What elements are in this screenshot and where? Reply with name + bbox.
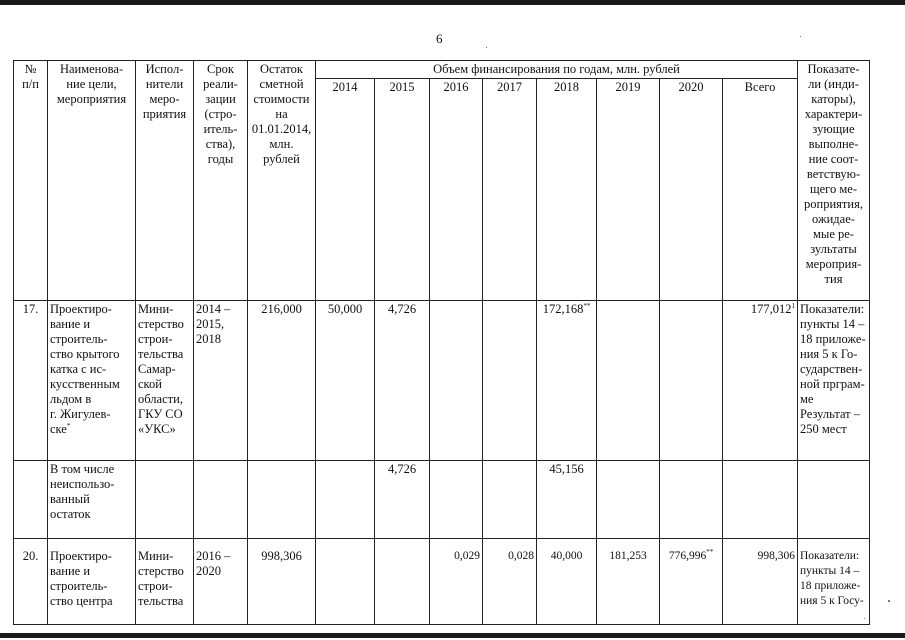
row-2020-value: 776,996 xyxy=(668,550,707,562)
subrow-2019 xyxy=(597,461,660,539)
bottom-border xyxy=(0,633,905,638)
table-row xyxy=(14,539,870,625)
subrow-balance xyxy=(248,461,316,539)
row-number: 20. xyxy=(14,539,48,625)
row-name-footnote: * xyxy=(66,422,71,430)
row-total xyxy=(723,301,798,461)
subrow-executors xyxy=(136,461,194,539)
header-year-2020: 2020 xyxy=(660,79,723,301)
subrow-2014 xyxy=(316,461,375,539)
subrow-2015: 4,726 xyxy=(375,461,430,539)
subrow-total xyxy=(723,461,798,539)
subrow-2016 xyxy=(430,461,483,539)
header-year-2014: 2014 xyxy=(316,79,375,301)
row-total-value: 177,012 xyxy=(750,302,792,316)
header-indicators: Показате- ли (инди- каторы), характери- зующие выполне- ние соот- ветствую- щего ме- роприятия, ожидае- мые ре- зультаты мероприя- тия xyxy=(798,61,870,301)
row-total: 998,306 xyxy=(723,539,798,625)
top-border xyxy=(0,0,905,5)
subrow-term xyxy=(194,461,248,539)
row-number: 17. xyxy=(14,301,48,461)
row-2017 xyxy=(483,301,537,461)
row-executors: Мини- стерство строи- тельства Самар- ской области, ГКУ СО «УКС» xyxy=(136,301,194,461)
header-year-2017: 2017 xyxy=(483,79,537,301)
row-2019: 181,253 xyxy=(597,539,660,625)
row-executors: Мини- стерство строи- тельства xyxy=(136,539,194,625)
scan-speck xyxy=(888,600,890,602)
subrow-2020 xyxy=(660,461,723,539)
subrow-2017 xyxy=(483,461,537,539)
row-2016: 0,029 xyxy=(430,539,483,625)
financing-table xyxy=(13,60,870,625)
header-balance: Остаток сметной стоимости на 01.01.2014, млн. рублей xyxy=(248,61,316,301)
row-2018-footnote: ** xyxy=(583,302,591,310)
header-row xyxy=(14,61,870,79)
header-no: № п/п xyxy=(14,61,48,301)
row-2018-value: 172,168 xyxy=(542,302,584,316)
row-balance: 998,306 xyxy=(248,539,316,625)
row-2020 xyxy=(660,301,723,461)
page-number: 6 xyxy=(436,31,443,46)
header-name: Наименова- ние цели, мероприятия xyxy=(48,61,136,301)
header-financing: Объем финансирования по годам, млн. рублей xyxy=(316,61,798,79)
row-2015: 4,726 xyxy=(375,301,430,461)
row-indicators: Показатели: пункты 14 – 18 приложе- ния 5 к Госу- xyxy=(798,539,870,625)
table-row xyxy=(14,461,870,539)
header-year-2018: 2018 xyxy=(537,79,597,301)
header-total: Всего xyxy=(723,79,798,301)
row-term: 2016 – 2020 xyxy=(194,539,248,625)
row-2018 xyxy=(537,301,597,461)
scan-speck xyxy=(486,47,487,48)
row-2020 xyxy=(660,539,723,625)
row-2019 xyxy=(597,301,660,461)
subrow-2018: 45,156 xyxy=(537,461,597,539)
row-term: 2014 – 2015, 2018 xyxy=(194,301,248,461)
row-indicators: Показатели: пункты 14 – 18 приложе- ния 5 к Го- сударствен- ной прграм- ме Результат – 250 мест xyxy=(798,301,870,461)
row-2018: 40,000 xyxy=(537,539,597,625)
row-name xyxy=(48,301,136,461)
subrow-number xyxy=(14,461,48,539)
subrow-indicators xyxy=(798,461,870,539)
row-2014: 50,000 xyxy=(316,301,375,461)
subrow-name: В том числе неиспользо- ванный остаток xyxy=(48,461,136,539)
row-2017: 0,028 xyxy=(483,539,537,625)
row-2016 xyxy=(430,301,483,461)
row-2014 xyxy=(316,539,375,625)
header-year-2016: 2016 xyxy=(430,79,483,301)
row-name: Проектиро- вание и строитель- ство центра xyxy=(48,539,136,625)
header-year-2015: 2015 xyxy=(375,79,430,301)
header-term: Срок реали- зации (стро- итель- ства), годы xyxy=(194,61,248,301)
row-total-footnote: 1 xyxy=(791,302,795,310)
row-name-text: Проектиро- вание и строитель- ство крытого катка с ис- кусственным льдом в г. Жигулев- ске xyxy=(50,302,120,436)
header-executors: Испол- нители меро- приятия xyxy=(136,61,194,301)
header-year-2019: 2019 xyxy=(597,79,660,301)
scan-speck xyxy=(800,36,801,37)
row-2020-footnote: ** xyxy=(706,548,714,556)
row-balance: 216,000 xyxy=(248,301,316,461)
row-2015 xyxy=(375,539,430,625)
table-row xyxy=(14,301,870,461)
